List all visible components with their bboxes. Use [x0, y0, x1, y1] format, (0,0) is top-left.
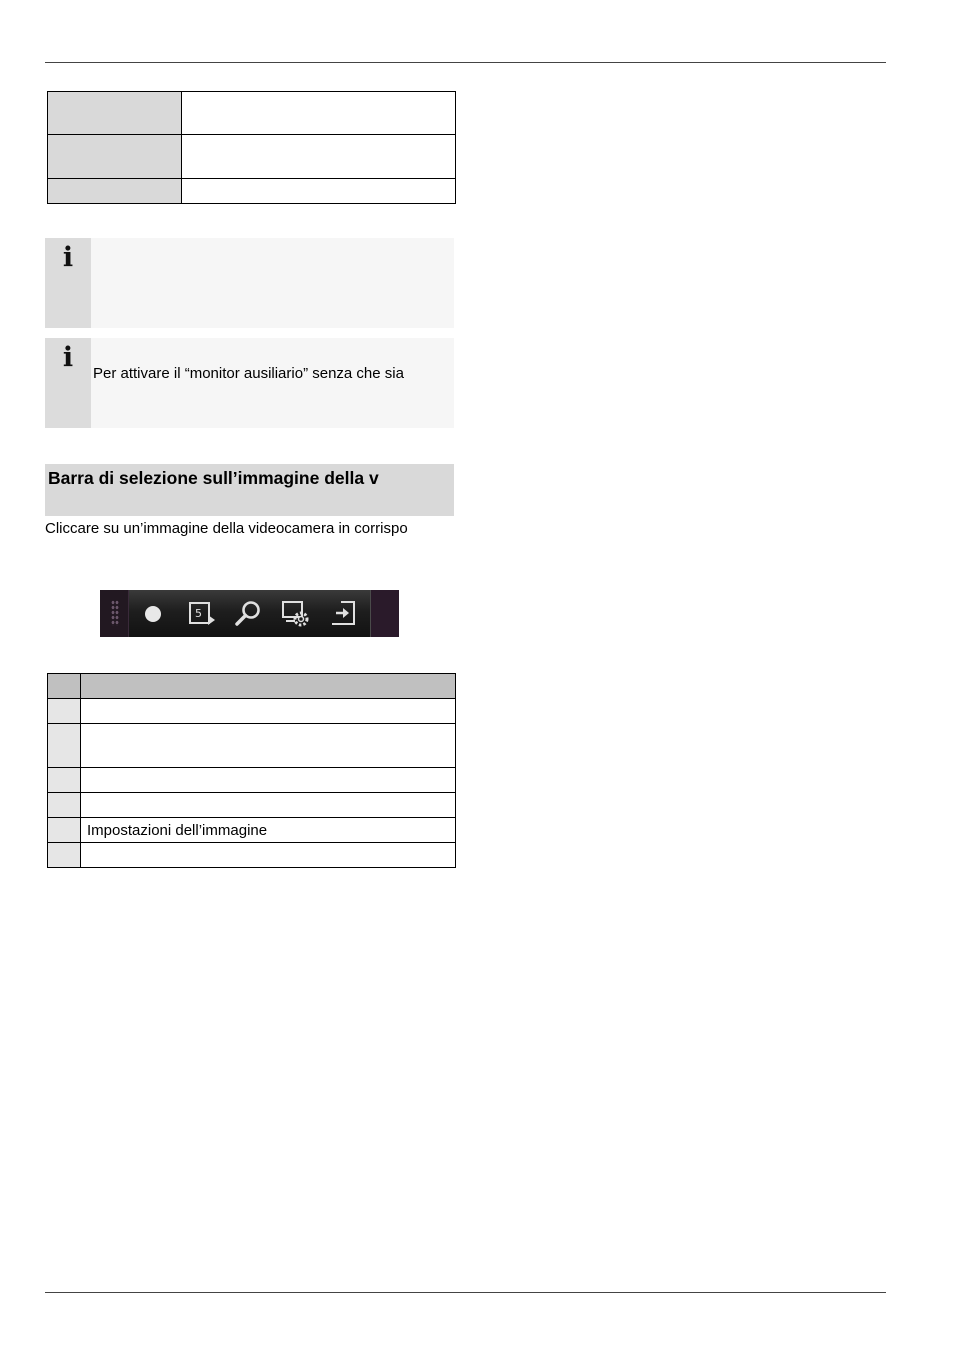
table-value-cell	[182, 92, 456, 135]
header-number-cell	[48, 674, 81, 699]
info-note-text: Per attivare il “monitor ausiliario” senza che sia	[93, 365, 404, 382]
sequence-play-icon[interactable]	[186, 598, 218, 630]
section-title: Barra di selezione sull’immagine della v	[48, 468, 379, 488]
table-value-cell	[182, 179, 456, 204]
table-header-row	[48, 674, 456, 699]
row-label-cell	[81, 768, 456, 793]
grip-dots-icon	[111, 600, 119, 626]
sequence-digit: 5	[195, 607, 202, 620]
row-label-cell: Impostazioni dell’immagine	[81, 818, 456, 843]
table-label-cell	[48, 179, 182, 204]
row-label-cell	[81, 699, 456, 724]
camera-selection-bar	[100, 590, 399, 637]
table-label-cell	[48, 92, 182, 135]
info-note	[45, 238, 454, 328]
row-label-cell	[81, 793, 456, 818]
legend-table	[47, 673, 456, 868]
table-row	[48, 179, 456, 204]
table-row	[48, 768, 456, 793]
exit-icon[interactable]	[328, 598, 360, 630]
table-row	[48, 818, 456, 843]
row-number-cell	[48, 843, 81, 868]
row-number-cell	[48, 768, 81, 793]
table-row	[48, 793, 456, 818]
info-icon: i	[62, 342, 74, 373]
table-row	[48, 699, 456, 724]
info-note	[45, 338, 454, 428]
image-settings-icon[interactable]	[280, 598, 312, 630]
table-row	[48, 92, 456, 135]
row-label-cell	[81, 843, 456, 868]
record-icon[interactable]	[137, 598, 169, 630]
top-table	[47, 91, 456, 204]
row-number-cell	[48, 818, 81, 843]
row-label-cell	[81, 724, 456, 768]
table-value-cell	[182, 135, 456, 179]
section-heading	[45, 464, 454, 516]
row-number-cell	[48, 793, 81, 818]
row-number-cell	[48, 699, 81, 724]
section-description: Cliccare su un’immagine della videocamera in corrispo	[45, 520, 408, 537]
header-label-cell	[81, 674, 456, 699]
footer-rule	[45, 1292, 886, 1293]
header-rule	[45, 62, 886, 63]
info-note-sidebar	[45, 338, 91, 428]
zoom-icon[interactable]	[232, 598, 264, 630]
info-note-sidebar	[45, 238, 91, 328]
row-number-cell	[48, 724, 81, 768]
toolbar-endcap	[370, 590, 399, 637]
drag-handle[interactable]	[100, 590, 129, 637]
table-row	[48, 843, 456, 868]
table-row	[48, 724, 456, 768]
table-row	[48, 135, 456, 179]
info-icon: i	[62, 242, 74, 273]
table-label-cell	[48, 135, 182, 179]
